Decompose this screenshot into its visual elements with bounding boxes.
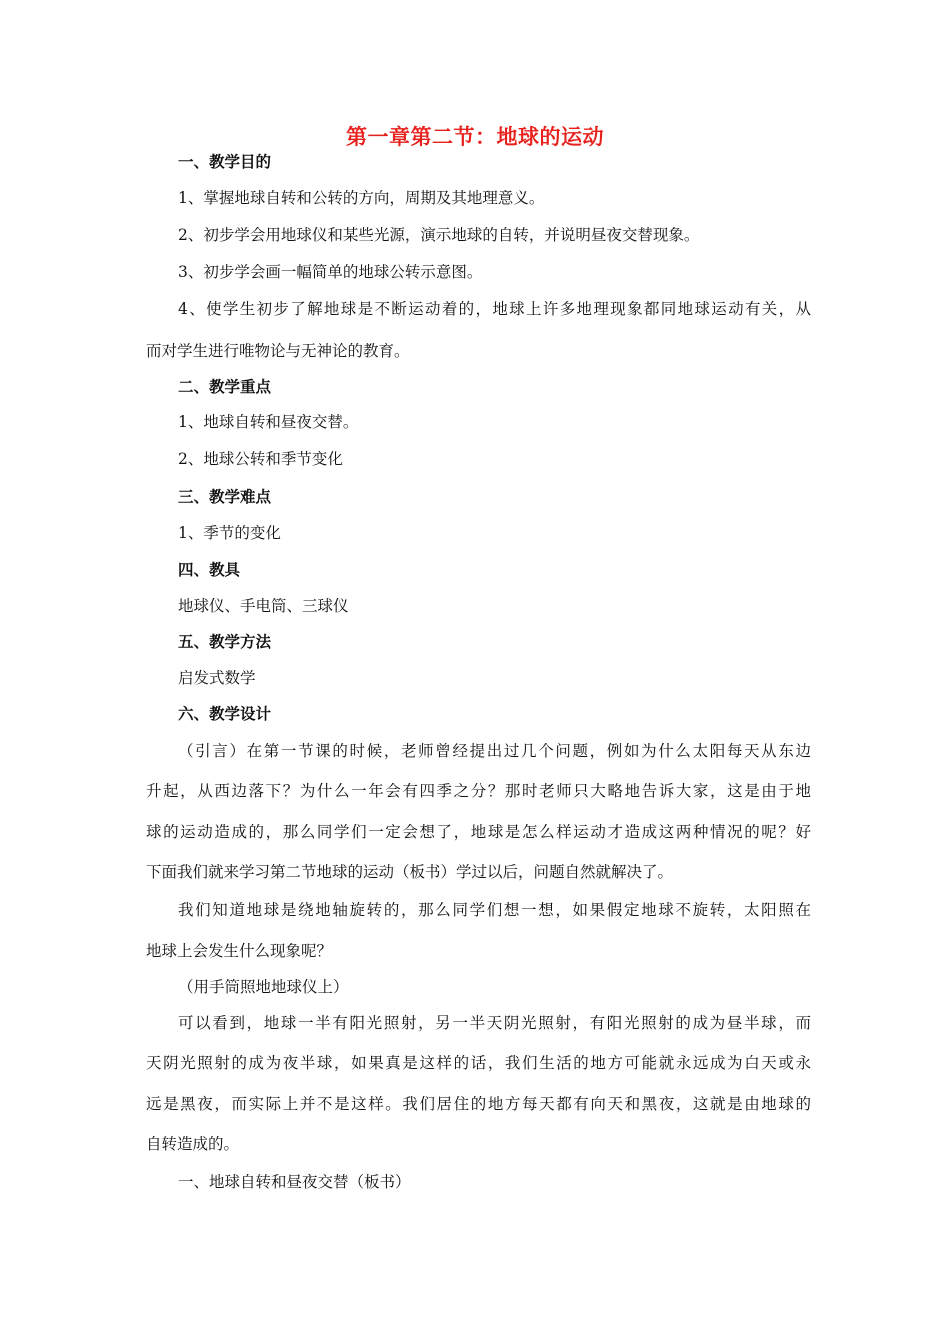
objective-4-line-2: 而对学生进行唯物论与无神论的教育。 (146, 342, 410, 360)
key-point-2: 2、地球公转和季节变化 (178, 450, 343, 468)
design-p2-line-2: 地球上会发生什么现象呢？ (146, 942, 333, 960)
method-text: 启发式数学 (178, 669, 256, 687)
key-point-1: 1、地球自转和昼夜交替。 (178, 413, 359, 431)
heading-tools: 四、教具 (178, 560, 241, 579)
heading-objectives: 一、教学目的 (178, 152, 272, 171)
design-p4-line-2: 天阴光照射的成为夜半球，如果真是这样的话，我们生活的地方可能就永远成为白天或永 (146, 1054, 811, 1072)
difficulty-1: 1、季节的变化 (178, 524, 281, 542)
design-p1-line-2: 升起，从西边落下？为什么一年会有四季之分？那时老师只大略地告诉大家，这是由于地 (146, 782, 811, 800)
design-p1-line-1: （引言）在第一节课的时候，老师曾经提出过几个问题，例如为什么太阳每天从东边 (178, 742, 811, 760)
design-p1-line-4: 下面我们就来学习第二节地球的运动（板书）学过以后，问题自然就解决了。 (146, 863, 674, 881)
objective-3: 3、初步学会画一幅简单的地球公转示意图。 (178, 263, 483, 281)
objective-4-line-1: 4、使学生初步了解地球是不断运动着的，地球上许多地理现象都同地球运动有关，从 (178, 300, 811, 318)
heading-method: 五、教学方法 (178, 632, 272, 651)
design-p5: 一、地球自转和昼夜交替（板书） (178, 1173, 411, 1191)
design-p3: （用手筒照地地球仪上） (178, 978, 349, 996)
design-p4-line-4: 自转造成的。 (146, 1135, 240, 1153)
tools-text: 地球仪、手电筒、三球仪 (178, 597, 349, 615)
design-p4-line-1: 可以看到，地球一半有阳光照射，另一半天阴光照射，有阳光照射的成为昼半球，而 (178, 1014, 811, 1032)
design-p2-line-1: 我们知道地球是绕地轴旋转的，那么同学们想一想，如果假定地球不旋转，太阳照在 (178, 901, 811, 919)
objective-1: 1、掌握地球自转和公转的方向，周期及其地理意义。 (178, 189, 545, 207)
page-title: 第一章第二节：地球的运动 (346, 124, 604, 149)
heading-difficulties: 三、教学难点 (178, 487, 272, 506)
objective-2: 2、初步学会用地球仪和某些光源，演示地球的自转，并说明昼夜交替现象。 (178, 226, 700, 244)
heading-design: 六、教学设计 (178, 704, 272, 723)
heading-key-points: 二、教学重点 (178, 377, 272, 396)
design-p4-line-3: 远是黑夜，而实际上并不是这样。我们居住的地方每天都有向天和黑夜，这就是由地球的 (146, 1095, 811, 1113)
design-p1-line-3: 球的运动造成的，那么同学们一定会想了，地球是怎么样运动才造成这两种情况的呢？好 (146, 823, 811, 841)
